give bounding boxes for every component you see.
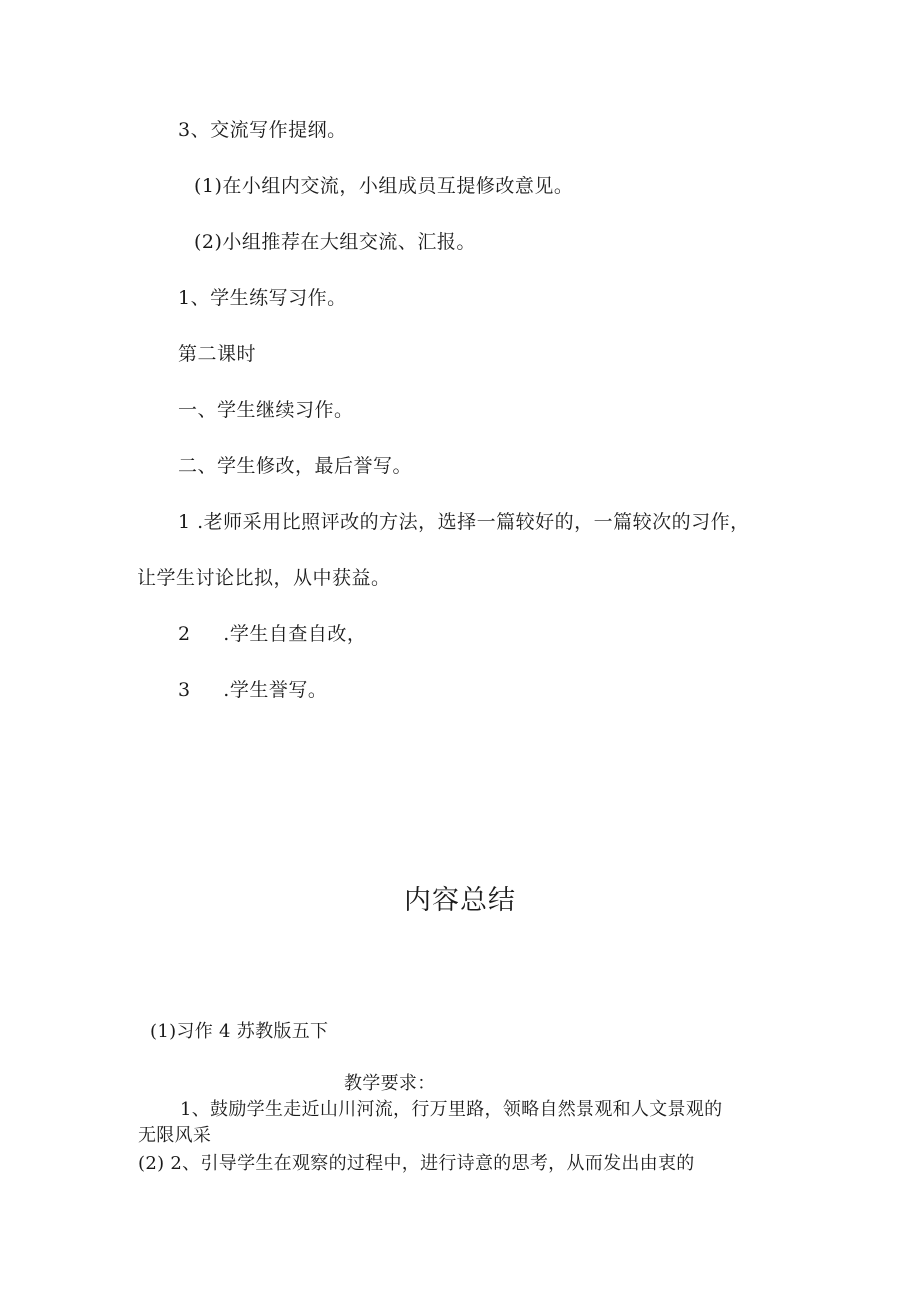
item-self-check: 2 .学生自查自改， [178,623,367,645]
item-teacher-compare-1: 1 .老师采用比照评改的方法，选择一篇较好的，一篇较次的习作， [178,511,750,533]
summary-requirement-1-cont: 无限风采 [138,1125,212,1146]
item-student-copy: 3 .学生誉写。 [178,679,328,701]
summary-title: 内容总结 [404,885,516,916]
summary-requirement-2: (2) 2、引导学生在观察的过程中，进行诗意的思考，从而发出由衷的 [138,1153,695,1174]
second-lesson-heading: 第二课时 [178,343,257,365]
step-exchange-outline: 3、交流写作提纲。 [178,119,347,141]
item-teacher-compare-2: 让学生讨论比拟，从中获益。 [137,567,391,589]
step-practice-writing: 1、学生练写习作。 [178,287,347,309]
substep-group-report: (2)小组推荐在大组交流、汇报。 [194,231,476,253]
step-continue-writing: 一、学生继续习作。 [178,399,354,421]
substep-group-exchange: (1)在小组内交流，小组成员互提修改意见。 [194,175,574,197]
summary-requirement-1: 1、鼓励学生走近山川河流，行万里路，领略自然景观和人文景观的 [180,1099,723,1120]
step-revise-copy: 二、学生修改，最后誉写。 [178,455,413,477]
summary-requirements-heading: 教学要求： [344,1073,436,1094]
summary-lesson-name: (1)习作 4 苏教版五下 [150,1021,329,1042]
